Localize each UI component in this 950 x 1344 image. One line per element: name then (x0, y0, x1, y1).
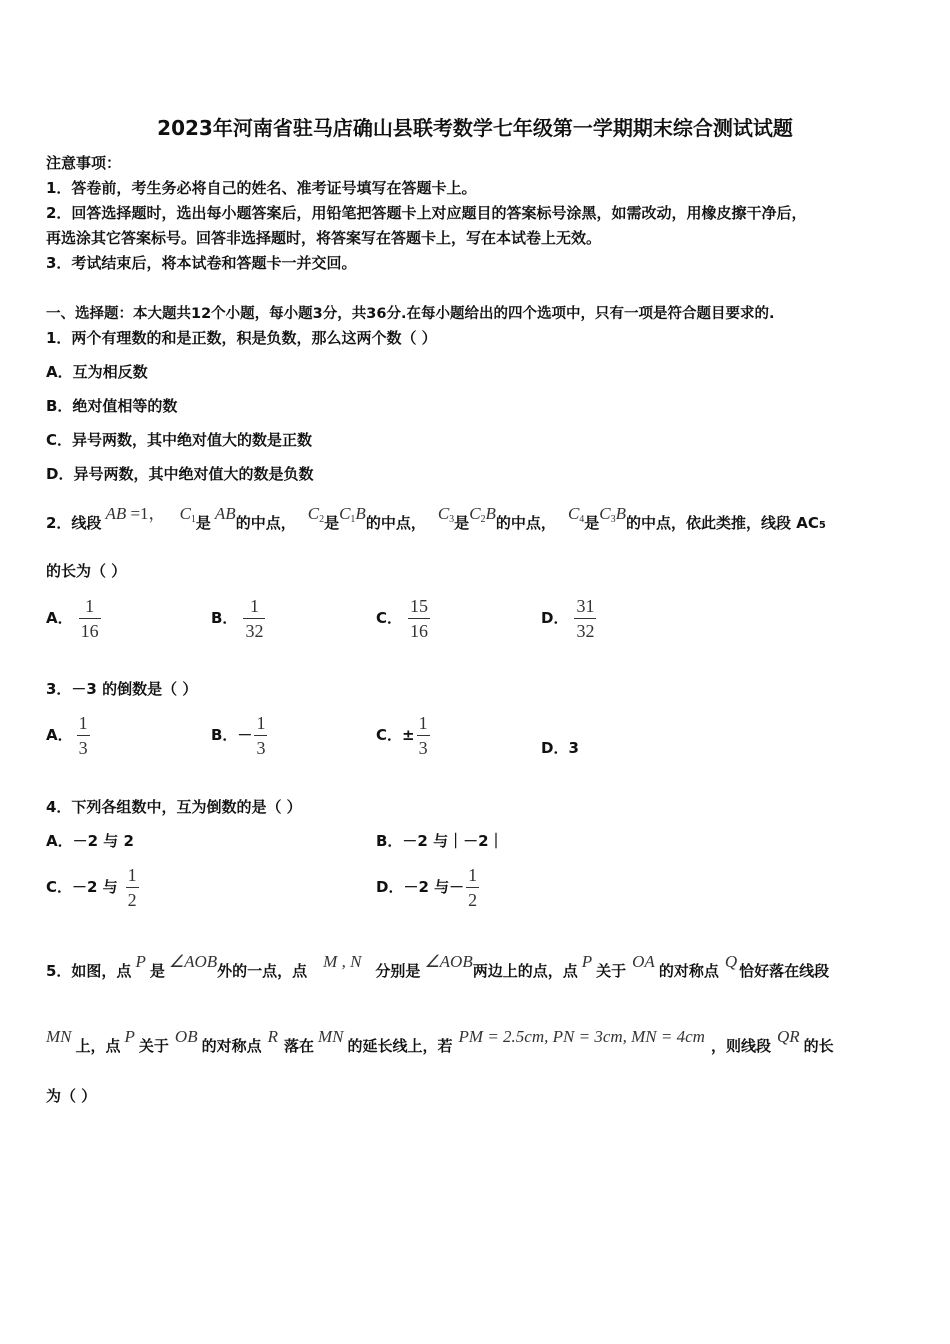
section-heading: 一、选择题：本大题共12个小题，每小题3分，共36分.在每小题给出的四个选项中，只有一项是符合题目要求的. (46, 306, 775, 322)
notice-item-2: 2．回答选择题时，选出每小题答案后，用铅笔把答题卡上对应题目的答案标号涂黑，如需改动，用橡皮擦干净后， (46, 204, 807, 222)
q3-option-d: D．3 (541, 739, 579, 757)
q2-option-b: B． $\frac{1}{32}$ (211, 596, 264, 641)
q3-option-b: B．－ $\frac{1}{3}$ (211, 713, 266, 758)
q4-option-b: B．－2 与｜－2｜ (376, 832, 504, 850)
q2-option-a: A． $\frac{1}{16}$ (46, 596, 99, 641)
q2-stem-line2: 的长为（ ） (46, 562, 127, 580)
page-title: 2023年河南省驻马店确山县联考数学七年级第一学期期末综合测试试题 (157, 116, 793, 140)
q5-stem-line3: 为（ ） (46, 1087, 97, 1105)
q1-stem: 1．两个有理数的和是正数，积是负数，那么这两个数（ ） (46, 329, 437, 347)
q4-option-d: D．－2 与－ $\frac{1}{2}$ (376, 865, 478, 910)
q3-option-a: A． $\frac{1}{3}$ (46, 713, 88, 758)
q5-stem-line2: MN 上，点 P 关于 OB 的对称点 R 落在 MN 的延长线上，若 PM = 2.5cm, PN = 3cm, MN = 4cm ，则线段 QR 的长 (46, 1027, 834, 1055)
q5-stem-line1: 5．如图，点 P 是 ∠AOB外的一点，点 M , N 分别是 ∠AOB两边上的点，点 P 关于 OA 的对称点 Q 恰好落在线段 (46, 952, 830, 980)
q1-option-a: A．互为相反数 (46, 363, 148, 381)
q3-stem: 3．－3 的倒数是（ ） (46, 680, 198, 698)
q2-option-d: D． $\frac{31}{32}$ (541, 596, 595, 641)
q4-stem: 4．下列各组数中，互为倒数的是（ ） (46, 798, 302, 816)
notice-item-3: 3．考试结束后，将本试卷和答题卡一并交回。 (46, 254, 357, 272)
q1-option-b: B．绝对值相等的数 (46, 397, 178, 415)
notice-heading: 注意事项： (46, 154, 122, 172)
notice-item-1: 1．答卷前，考生务必将自己的姓名、准考证号填写在答题卡上。 (46, 179, 477, 197)
notice-item-2-cont: 再选涂其它答案标号。回答非选择题时，将答案写在答题卡上，写在本试卷上无效。 (46, 229, 602, 247)
q4-option-a: A．－2 与 2 (46, 832, 134, 850)
q3-option-c: C．± $\frac{1}{3}$ (376, 713, 428, 758)
q2-option-c: C． $\frac{15}{16}$ (376, 596, 429, 641)
q1-option-c: C．异号两数，其中绝对值大的数是正数 (46, 431, 313, 449)
q2-stem: 2．线段 AB =1， $C_1$是 AB的中点， $C_2$是$C_1B$的中点， $C_3$是$C_2B$的中点， $C_4$是$C_3B$的中点，依此类推，线段 AC5 (46, 504, 826, 532)
q1-option-d: D．异号两数，其中绝对值大的数是负数 (46, 465, 314, 483)
q4-option-c: C．－2 与 $\frac{1}{2}$ (46, 865, 137, 910)
